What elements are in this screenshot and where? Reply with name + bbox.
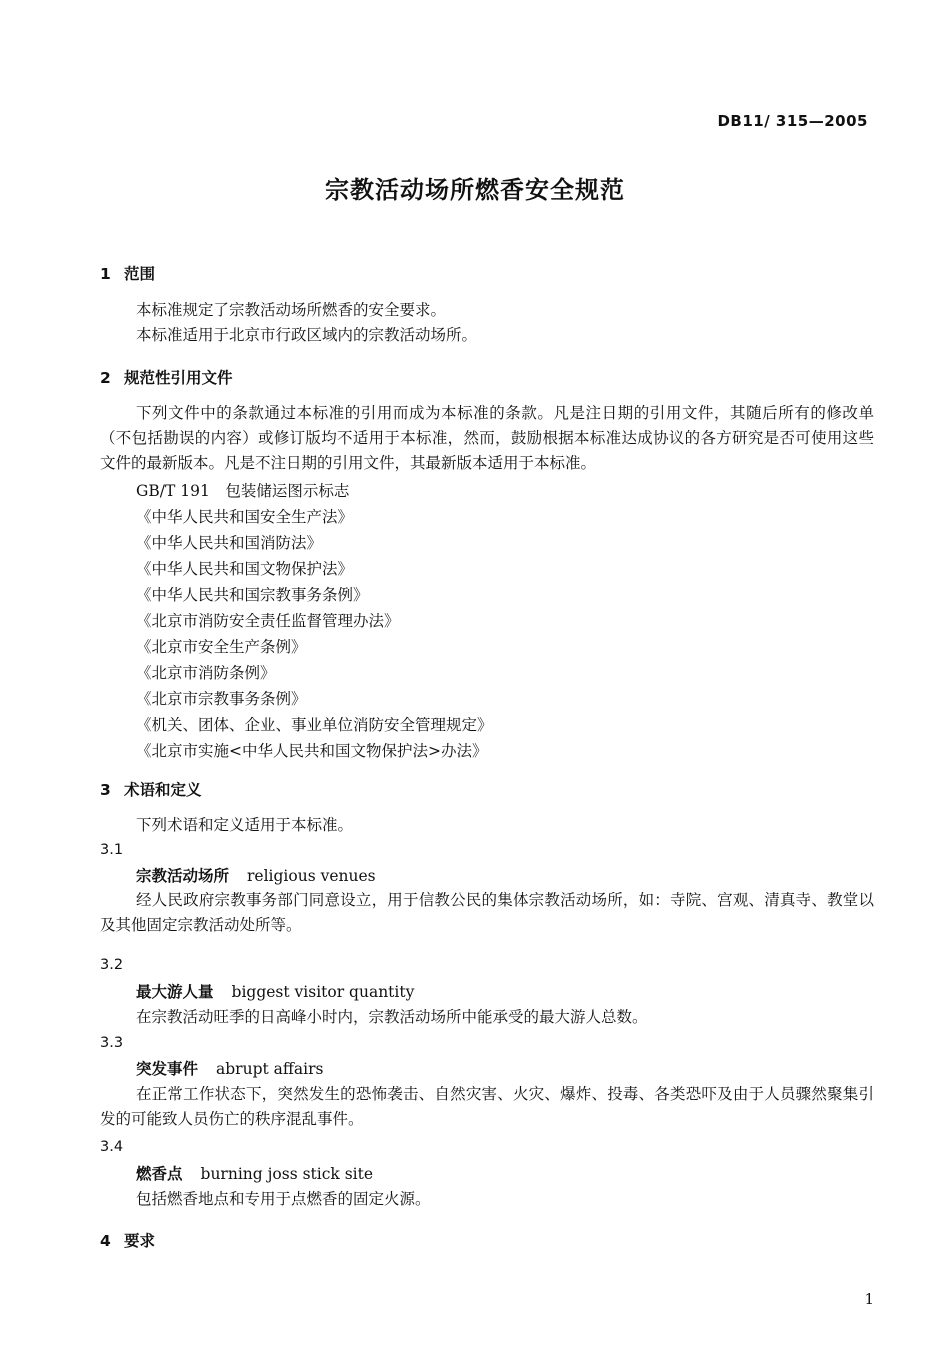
- term-chinese: 燃香点: [136, 1165, 183, 1183]
- term-definition: 经人民政府宗教事务部门同意设立，用于信教公民的集体宗教活动场所，如：寺院、宫观、清真寺、教堂以及其他固定宗教活动处所等。: [100, 891, 874, 934]
- term-chinese: 宗教活动场所: [136, 867, 230, 885]
- section-number: 2: [100, 369, 111, 387]
- document-number: DB11/ 315—2005: [717, 112, 868, 130]
- reference-item: 《北京市消防条例》: [136, 664, 276, 682]
- subsection-number: 3.1: [100, 842, 124, 858]
- reference-item: 《中华人民共和国安全生产法》: [136, 508, 354, 526]
- term-heading: [136, 980, 414, 1005]
- term-heading: [136, 1057, 323, 1082]
- term-english: biggest visitor quantity: [231, 983, 415, 1001]
- subsection-number: 3.3: [100, 1035, 124, 1051]
- section-number: 4: [100, 1232, 111, 1250]
- section-1-heading: [100, 262, 155, 284]
- term-chinese: 突发事件: [136, 1060, 199, 1078]
- reference-item: 《北京市实施<中华人民共和国文物保护法>办法》: [136, 742, 488, 760]
- term-english: abrupt affairs: [216, 1060, 324, 1078]
- term-definition: 在宗教活动旺季的日高峰小时内，宗教活动场所中能承受的最大游人总数。: [136, 1008, 648, 1026]
- section-title: 要求: [124, 1232, 156, 1250]
- reference-item: GB/T 191 包装储运图示标志: [136, 482, 350, 500]
- reference-item: 《北京市消防安全责任监督管理办法》: [136, 612, 400, 630]
- section-2-heading: [100, 366, 233, 388]
- section-number: 1: [100, 265, 111, 283]
- term-chinese: 最大游人量: [136, 983, 214, 1001]
- term-definition: 在正常工作状态下，突然发生的恐怖袭击、自然灾害、火灾、爆炸、投毒、各类恐吓及由于人员骤然聚集引发的可能致人员伤亡的秩序混乱事件。: [100, 1085, 874, 1128]
- page-number: 1: [864, 1290, 874, 1308]
- reference-item: 《中华人民共和国文物保护法》: [136, 560, 354, 578]
- reference-item: 《机关、团体、企业、事业单位消防安全管理规定》: [136, 716, 493, 734]
- reference-item: 《北京市安全生产条例》: [136, 638, 307, 656]
- subsection-number: 3.4: [100, 1139, 124, 1155]
- term-english: religious venues: [247, 867, 376, 885]
- section-title: 范围: [124, 265, 156, 283]
- reference-item: 《中华人民共和国消防法》: [136, 534, 323, 552]
- page-title: 宗教活动场所燃香安全规范: [325, 176, 625, 204]
- paragraph: 下列文件中的条款通过本标准的引用而成为本标准的条款。凡是注日期的引用文件，其随后所有的修改单（不包括勘误的内容）或修订版均不适用于本标准，然而，鼓励根据本标准达成协议的各方研究是否可使用这些文件的最新版本。凡是不注日期的引用文件，其最新版本适用于本标准。: [100, 404, 874, 472]
- section-4-heading: [100, 1229, 155, 1251]
- term-heading: [136, 1162, 373, 1187]
- paragraph: 下列术语和定义适用于本标准。: [136, 816, 354, 834]
- term-heading: [136, 864, 376, 889]
- term-definition: 包括燃香地点和专用于点燃香的固定火源。: [136, 1190, 431, 1208]
- reference-item: 《北京市宗教事务条例》: [136, 690, 307, 708]
- section-title: 规范性引用文件: [124, 369, 233, 387]
- section-3-heading: [100, 778, 202, 800]
- reference-item: 《中华人民共和国宗教事务条例》: [136, 586, 369, 604]
- paragraph: 本标准规定了宗教活动场所燃香的安全要求。: [136, 301, 447, 319]
- section-number: 3: [100, 781, 111, 799]
- subsection-number: 3.2: [100, 957, 124, 973]
- section-title: 术语和定义: [124, 781, 202, 799]
- paragraph: 本标准适用于北京市行政区域内的宗教活动场所。: [136, 326, 478, 344]
- term-english: burning joss stick site: [200, 1165, 374, 1183]
